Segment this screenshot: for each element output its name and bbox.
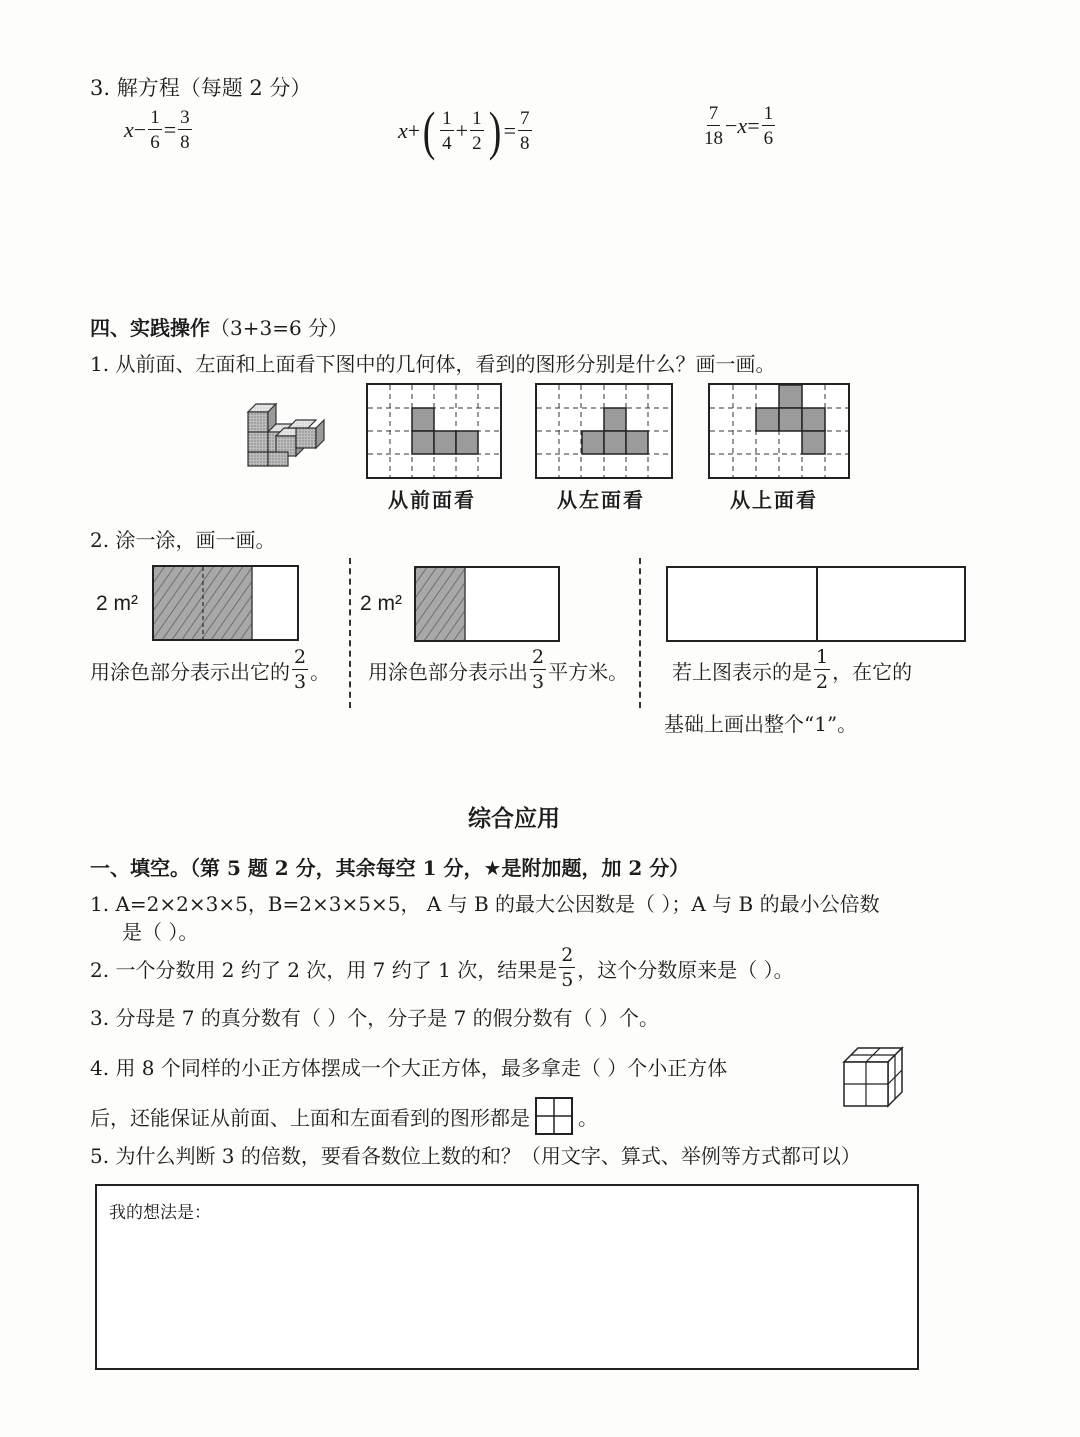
shade-caption-2-text: 用涂色部分表示出 bbox=[368, 659, 528, 684]
practice-question-2: 2. 涂一涂，画一画。 bbox=[90, 528, 276, 552]
half-rectangle-divider bbox=[816, 568, 818, 640]
shade-rectangle-1[interactable] bbox=[152, 565, 299, 641]
fill-question-1-cont: 是（ ）。 bbox=[122, 920, 199, 944]
equation-2-frac2: $\frac{1}{2}$ bbox=[472, 108, 482, 154]
equation-1-var: x bbox=[124, 117, 134, 142]
applied-heading-text: 一、填空。（第 5 题 2 分，其余每空 1 分， bbox=[90, 856, 484, 880]
equation-3-var: x bbox=[737, 113, 748, 138]
fill-question-2 bbox=[90, 946, 794, 990]
applied-heading-tail: 是附加题，加 2 分） bbox=[501, 856, 690, 880]
answer-box-label: 我的想法是： bbox=[109, 1203, 211, 1223]
shade-rectangle-1-fill bbox=[154, 567, 297, 639]
box1-area-label: 2 m² bbox=[96, 592, 138, 615]
equation-1-eq: = bbox=[163, 117, 177, 142]
practice-heading-title: 四、实践操作 bbox=[90, 316, 210, 340]
shade-rectangle-2-fill bbox=[416, 568, 558, 640]
equation-2-op: + bbox=[407, 118, 421, 143]
left-view-caption: 从左面看 bbox=[557, 488, 645, 512]
fill-question-3: 3. 分母是 7 的真分数有（ ）个，分子是 7 的假分数有（ ）个。 bbox=[90, 1006, 660, 1030]
applied-heading bbox=[90, 852, 689, 881]
shade-caption-3-line2: 基础上画出整个“1”。 bbox=[664, 712, 858, 736]
answer-box[interactable] bbox=[95, 1184, 919, 1370]
applied-title: 综合应用 bbox=[468, 805, 560, 832]
fill-question-5: 5. 为什么判断 3 的倍数，要看各数位上数的和？（用文字、算式、举例等方式都可以） bbox=[90, 1144, 861, 1168]
fill-question-4-cont-text: 后，还能保证从前面、上面和左面看到的图形都是 bbox=[90, 1105, 530, 1130]
equation-1 bbox=[124, 108, 194, 152]
shade-caption-3-end: ，在它的 bbox=[832, 659, 913, 684]
equation-2-var: x bbox=[398, 118, 408, 143]
divider-1 bbox=[349, 558, 351, 708]
equation-3-frac2: $\frac{1}{6}$ bbox=[763, 103, 774, 149]
fill-question-1: 1. A=2×2×3×5，B=2×3×5×5， A 与 B 的最大公因数是（ ）；A 与 B 的最小公倍数 bbox=[90, 892, 880, 916]
fill-question-2-frac: $\frac{2}{5}$ bbox=[561, 944, 574, 991]
equation-1-frac2: $\frac{3}{8}$ bbox=[180, 107, 190, 153]
fill-question-4-cont-end: 。 bbox=[578, 1105, 598, 1130]
fill-question-4-cont bbox=[90, 1096, 598, 1136]
practice-question-1: 1. 从前面、左面和上面看下图中的几何体，看到的图形分别是什么？画一画。 bbox=[90, 352, 776, 376]
equation-2 bbox=[398, 101, 534, 161]
square-view-icon bbox=[534, 1096, 574, 1136]
shade-caption-3 bbox=[672, 648, 912, 692]
equation-2-frac1: $\frac{1}{4}$ bbox=[442, 108, 452, 154]
front-view-caption: 从前面看 bbox=[388, 488, 476, 512]
box2-area-label: 2 m² bbox=[360, 592, 402, 615]
shade-rectangle-2[interactable] bbox=[414, 566, 560, 642]
front-view-drawing bbox=[368, 385, 500, 477]
practice-heading bbox=[90, 312, 348, 341]
top-view-drawing bbox=[710, 385, 848, 477]
equation-3 bbox=[702, 104, 777, 148]
equation-2-op2: + bbox=[455, 118, 469, 143]
top-view-grid[interactable] bbox=[708, 383, 850, 479]
divider-2 bbox=[639, 558, 641, 708]
shade-caption-2 bbox=[368, 648, 628, 692]
fill-question-2-text: 2. 一个分数用 2 约了 2 次，用 7 约了 1 次，结果是 bbox=[90, 957, 558, 982]
equation-2-frac3: $\frac{7}{8}$ bbox=[520, 108, 530, 154]
shade-caption-3-text: 若上图表示的是 bbox=[672, 659, 812, 684]
equation-section-heading: 3. 解方程（每题 2 分） bbox=[90, 76, 312, 100]
front-view-grid[interactable] bbox=[366, 383, 502, 479]
half-rectangle[interactable] bbox=[666, 566, 966, 642]
equation-3-op: − bbox=[725, 113, 738, 138]
top-view-caption: 从上面看 bbox=[730, 488, 818, 512]
equation-1-op: − bbox=[133, 117, 147, 142]
fill-question-2-end: ，这个分数原来是（ ）。 bbox=[577, 957, 794, 982]
shade-caption-1-end: 。 bbox=[310, 659, 331, 684]
equation-3-frac1: $\frac{7}{18}$ bbox=[704, 103, 723, 149]
left-view-drawing bbox=[537, 385, 671, 477]
big-cube-icon bbox=[840, 1044, 906, 1110]
shade-caption-3-frac: $\frac{1}{2}$ bbox=[816, 646, 829, 693]
equation-2-eq: = bbox=[503, 118, 516, 143]
shade-caption-2-end: 平方米。 bbox=[548, 659, 629, 684]
practice-heading-score: （3+3=6 分） bbox=[210, 316, 349, 340]
shade-caption-1-frac: $\frac{2}{3}$ bbox=[294, 646, 307, 693]
fill-question-4: 4. 用 8 个同样的小正方体摆成一个大正方体，最多拿走（ ）个小正方体 bbox=[90, 1056, 728, 1080]
shade-caption-2-frac: $\frac{2}{3}$ bbox=[532, 646, 545, 693]
star-icon: ★ bbox=[483, 856, 502, 880]
equation-2-left-paren: ( bbox=[422, 101, 436, 161]
shade-caption-1 bbox=[90, 648, 330, 692]
cube-stack-figure bbox=[242, 398, 326, 470]
equation-3-eq: = bbox=[747, 113, 760, 138]
equation-1-frac1: $\frac{1}{6}$ bbox=[150, 107, 160, 153]
left-view-grid[interactable] bbox=[535, 383, 673, 479]
shade-caption-1-text: 用涂色部分表示出它的 bbox=[90, 659, 290, 684]
equation-2-right-paren: ) bbox=[488, 101, 501, 161]
